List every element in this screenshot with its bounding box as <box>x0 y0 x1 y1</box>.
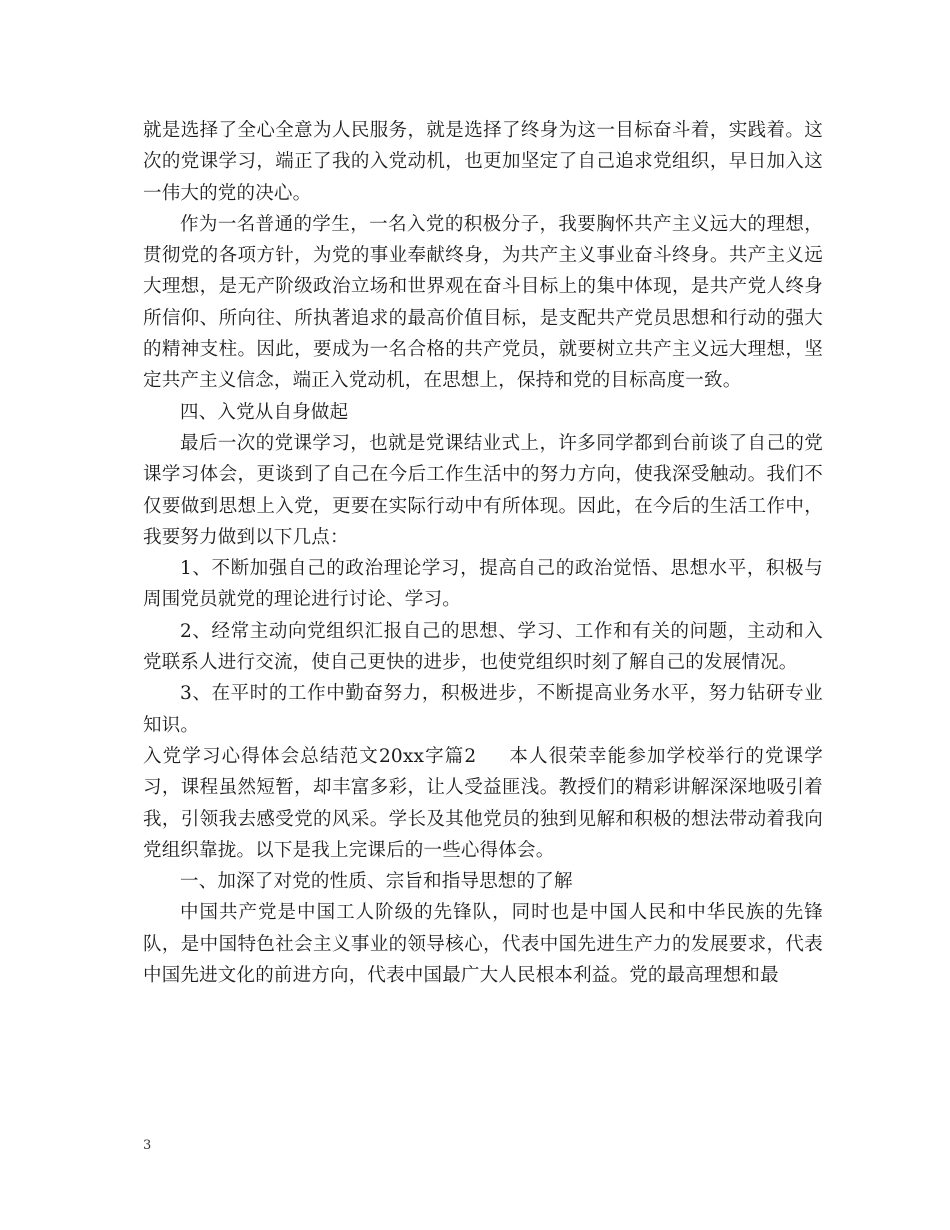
article-intro: 本人很荣幸能参加学校举行的党课学习，课程虽然短暂，却丰富多彩，让人受益匪浅。教授们的精彩讲解深深地吸引着我，引领我去感受党的风采。学长及其他党员的独到见解和积极的想法带动着我向党组织靠拢。以下是我上完课后的一些心得体会。 <box>143 745 823 861</box>
section-heading: 一、加深了对党的性质、宗旨和指导思想的了解 <box>180 871 573 893</box>
section-heading: 四、入党从自身做起 <box>180 401 349 423</box>
paragraph: 作为一名普通的学生，一名入党的积极分子，我要胸怀共产主义远大的理想，贯彻党的各项方针，为党的事业奉献终身，为共产主义事业奋斗终身。共产主义远大理想，是无产阶级政治立场和世界观在奋斗目标上的集中体现，是共产党人终身所信仰、所向往、所执著追求的最高价值目标，是支配共产党员思想和行动的强大的精神支柱。因此，要成为一名合格的共产党员，就要树立共产主义远大理想，坚定共产主义信念，端正入党动机，在思想上，保持和党的目标高度一致。 <box>143 213 823 392</box>
page-number: 3 <box>143 1138 152 1153</box>
paragraph: 最后一次的党课学习，也就是党课结业式上，许多同学都到台前谈了自己的党课学习体会，更谈到了自己在今后工作生活中的努力方向，使我深受触动。我们不仅要做到思想上入党，更要在实际行动中有所体现。因此，在今后的生活工作中，我要努力做到以下几点： <box>143 432 823 548</box>
list-item: 3、在平时的工作中勤奋努力，积极进步，不断提高业务水平，努力钻研专业知识。 <box>143 683 823 736</box>
list-item: 2、经常主动向党组织汇报自己的思想、学习、工作和有关的问题，主动和入党联系人进行交流，使自己更快的进步，也使党组织时刻了解自己的发展情况。 <box>143 620 823 674</box>
article-section <box>143 741 823 866</box>
article-title: 入党学习心得体会总结范文20xx字篇2 <box>143 745 477 767</box>
list-item: 1、不断加强自己的政治理论学习，提高自己的政治觉悟、思想水平，积极与周围党员就党的理论进行讨论、学习。 <box>143 558 823 611</box>
body-text <box>143 115 823 991</box>
paragraph: 就是选择了全心全意为人民服务，就是选择了终身为这一目标奋斗着，实践着。这次的党课学习，端正了我的入党动机，也更加坚定了自己追求党组织，早日加入这一伟大的党的决心。 <box>143 120 823 204</box>
paragraph: 中国共产党是中国工人阶级的先锋队，同时也是中国人民和中华民族的先锋队，是中国特色社会主义事业的领导核心，代表中国先进生产力的发展要求，代表中国先进文化的前进方向，代表中国最广大人民根本利益。党的最高理想和最 <box>143 902 823 987</box>
